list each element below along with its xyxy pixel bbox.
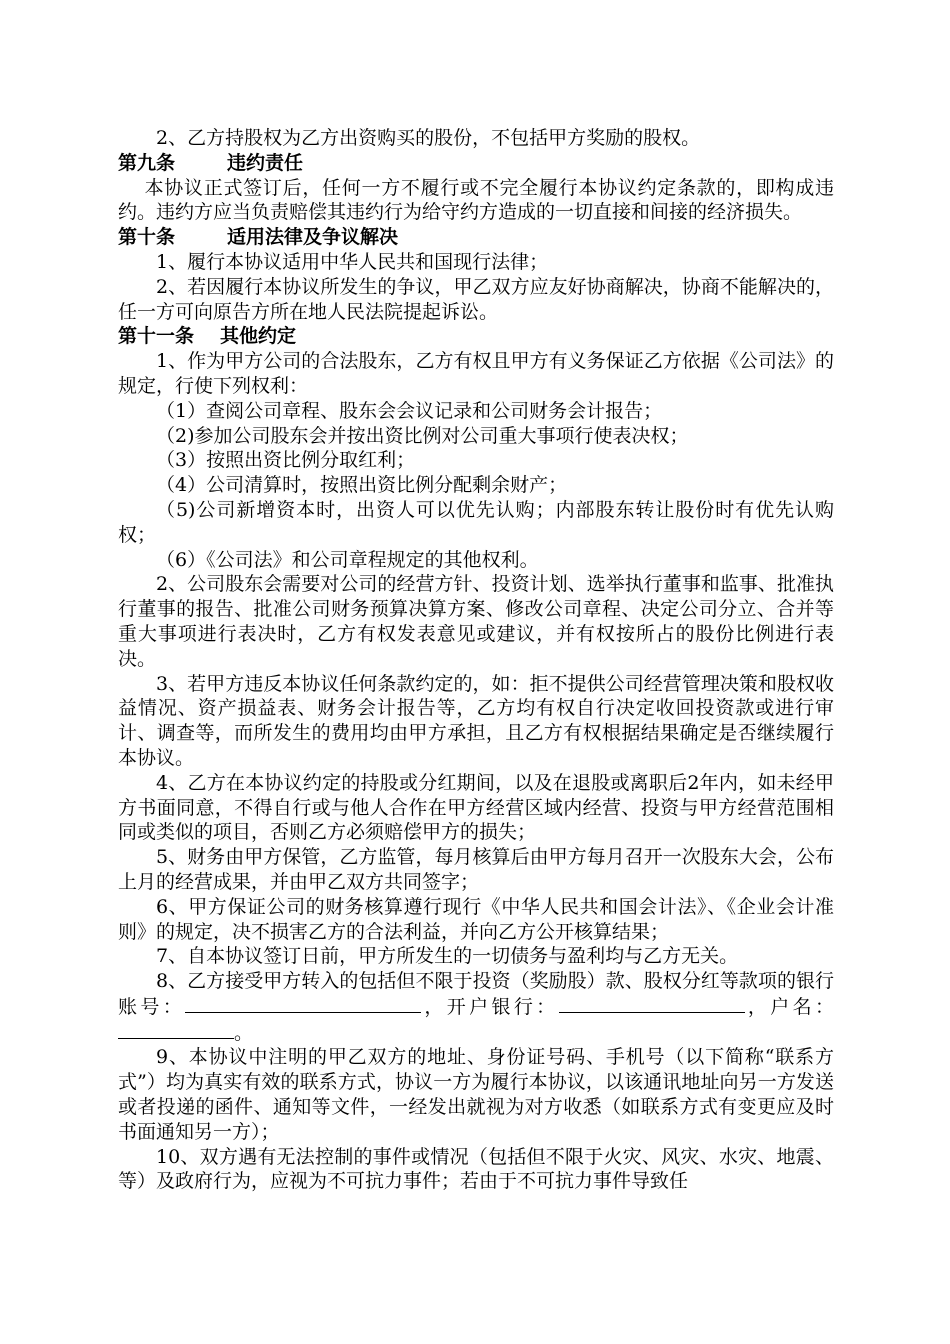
article-title: 违约责任: [227, 151, 304, 174]
right-item: （4）公司清算时，按照出资比例分配剩余财产；: [156, 474, 568, 497]
right-item: （1）查阅公司章程、股东会会议记录和公司财务会计报告；: [156, 399, 663, 422]
bank-account-label: 8、乙方接受甲方转入的包括但不限于投资（奖励股）款、股权分红等款项的银行账号：: [118, 970, 834, 1018]
article-number: 第十一条: [118, 325, 195, 348]
right-item: （6）《公司法》和公司章程规定的其他权利。: [156, 548, 539, 571]
article-9-clause-2: 2、乙方持股权为乙方出资购买的股份，不包括甲方奖励的股权。: [156, 127, 701, 149]
article-11-clause-10: 10、双方遇有无法控制的事件或情况（包括但不限于火灾、风灾、水灾、地震、等）及政府行为，应视为不可抗力事件；若由于不可抗力事件导致任: [118, 1145, 834, 1193]
article-9-heading: [118, 151, 834, 176]
clause-end-mark: 。: [234, 1021, 254, 1044]
bank-name-label: ，开户银行：: [421, 995, 559, 1018]
article-11-clause-5: 5、财务由甲方保管，乙方监管，每月核算后由甲方每月召开一次股东大会，公布上月的经营成果，并由甲乙双方共同签字；: [118, 846, 834, 893]
account-holder-blank[interactable]: [118, 1020, 234, 1039]
document-body: [118, 126, 834, 1194]
right-item: （3）按照出资比例分取红利；: [156, 449, 416, 472]
article-11-clause-6: 6、甲方保证公司的财务核算遵行现行《中华人民共和国会计法》、《企业会计准则》的规定，决不损害乙方的合法利益，并向乙方公开核算结果；: [118, 895, 834, 943]
article-11-clause-2: 2、公司股东会需要对公司的经营方针、投资计划、选举执行董事和监事、批准执行董事的报告、批准公司财务预算决算方案、修改公司章程、决定公司分立、合并等重大事项进行表决时，乙方有权发表意见或建议，并有权按所占的股份比例进行表决。: [118, 573, 834, 670]
right-item: （2)参加公司股东会并按出资比例对公司重大事项行使表决权；: [156, 424, 689, 447]
account-holder-label: ，户名：: [744, 995, 834, 1018]
article-10-heading: [118, 225, 834, 250]
article-10-clause-1: 1、履行本协议适用中华人民共和国现行法律；: [156, 250, 549, 273]
article-9-body: 本协议正式签订后，任何一方不履行或不完全履行本协议约定条款的，即构成违约。违约方应当负责赔偿其违约行为给守约方造成的一切直接和间接的经济损失。: [118, 176, 834, 224]
article-11-clause-9: 9、本协议中注明的甲乙双方的地址、身份证号码、手机号（以下简称“联系方式”）均为真实有效的联系方式，协议一方为履行本协议，以该通讯地址向另一方发送或者投递的函件、通知等文件，一经发出就视为对方收悉（如联系方式有变更应及时书面通知另一方）；: [118, 1046, 834, 1143]
article-number: 第九条: [118, 151, 176, 174]
article-11-clause-8: [118, 969, 834, 1045]
article-11-clause-1: 1、作为甲方公司的合法股东，乙方有权且甲方有义务保证乙方依据《公司法》的规定，行使下列权利：: [118, 350, 834, 397]
bank-name-blank[interactable]: [559, 994, 745, 1013]
article-number: 第十条: [118, 226, 176, 249]
article-11-clause-3: 3、若甲方违反本协议任何条款约定的，如：拒不提供公司经营管理决策和股权收益情况、资产损益表、财务会计报告等，乙方均有权自行决定收回投资款或进行审计、调查等，而所发生的费用均由甲方承担，且乙方有权根据结果确定是否继续履行本协议。: [118, 672, 834, 769]
article-11-clause-4: 4、乙方在本协议约定的持股或分红期间，以及在退股或离职后2年内，如未经甲方书面同意，不得自行或与他人合作在甲方经营区域内经营、投资与甲方经营范围相同或类似的项目，否则乙方必须赔偿甲方的损失；: [118, 771, 834, 844]
article-title: 其他约定: [220, 325, 297, 348]
article-10-clause-2: 2、若因履行本协议所发生的争议，甲乙双方应友好协商解决，协商不能解决的，任一方可向原告方所在地人民法院提起诉讼。: [118, 275, 834, 323]
article-title: 适用法律及争议解决: [227, 226, 399, 249]
article-11-heading: [118, 324, 834, 349]
article-11-clause-7: 7、自本协议签订日前，甲方所发生的一切债务与盈利均与乙方无关。: [156, 945, 739, 968]
right-item: （5)公司新增资本时，出资人可以优先认购；内部股东转让股份时有优先认购权；: [118, 498, 834, 546]
bank-account-blank[interactable]: [185, 994, 421, 1013]
